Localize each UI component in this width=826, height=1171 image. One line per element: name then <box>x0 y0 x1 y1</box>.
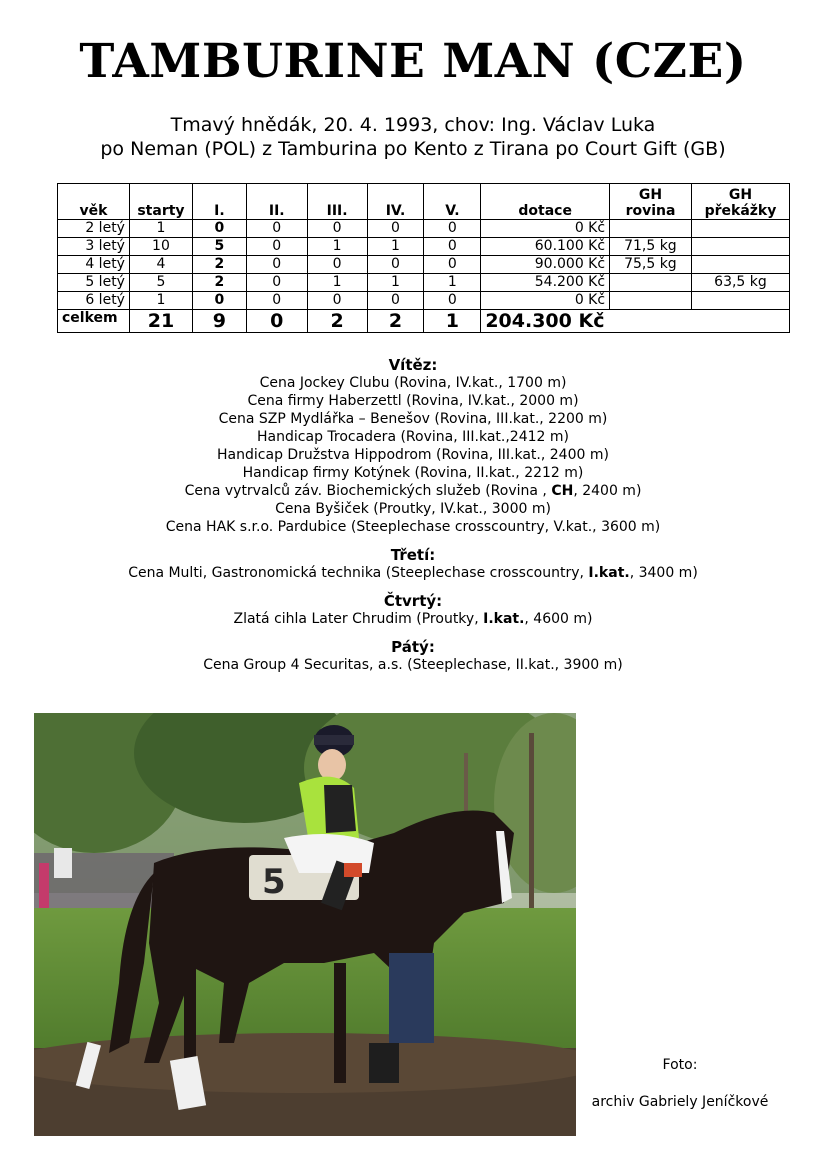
horse-photo <box>34 713 576 1136</box>
fifth-heading: Pátý: <box>391 638 435 656</box>
cell-gh-prekazky <box>691 238 789 256</box>
cell-place-5: 1 <box>424 274 481 292</box>
table-row <box>58 256 790 274</box>
fourth-race-bold: I.kat. <box>483 611 525 627</box>
cell-vek: 3 letý <box>58 238 130 256</box>
cell-gh-rovina <box>610 220 692 238</box>
cell-place-1: 0 <box>192 292 246 310</box>
cell-vek: 4 letý <box>58 256 130 274</box>
third-race-post: , 3400 m) <box>629 565 698 581</box>
cell-vek: 2 letý <box>58 220 130 238</box>
cell-gh-rovina <box>610 274 692 292</box>
header-place-4: IV. <box>367 184 424 220</box>
header-gh-rovina <box>610 184 692 220</box>
cell-gh-rovina: 75,5 kg <box>610 256 692 274</box>
table-total-row <box>58 310 790 333</box>
cell-place-4: 1 <box>367 238 424 256</box>
header-place-2: II. <box>246 184 307 220</box>
cell-place-2: 0 <box>246 292 307 310</box>
header-gh-rovina-bottom: rovina <box>625 203 676 219</box>
table-row <box>58 238 790 256</box>
cell-place-5: 0 <box>424 256 481 274</box>
winner-race-ch-pre: Cena vytrvalců záv. Biochemických služeb (Rovina , <box>184 483 552 499</box>
cell-place-4: 0 <box>367 292 424 310</box>
cell-place-1: 0 <box>192 220 246 238</box>
race-statistics-table <box>57 183 790 333</box>
cell-gh-prekazky: 63,5 kg <box>691 274 789 292</box>
cell-place-2: 0 <box>246 238 307 256</box>
cell-place-1: 2 <box>192 256 246 274</box>
photo-credit: archiv Gabriely Jeníčkové <box>591 1094 769 1110</box>
header-starty: starty <box>129 184 192 220</box>
table-row <box>58 274 790 292</box>
cell-starty: 4 <box>129 256 192 274</box>
table-row <box>58 220 790 238</box>
winner-race: Cena Byšiček (Proutky, IV.kat., 3000 m) <box>275 501 551 517</box>
header-gh-prekazky-bottom: překážky <box>704 203 777 219</box>
header-vek: věk <box>58 184 130 220</box>
header-dotace: dotace <box>481 184 610 220</box>
total-place-3: 2 <box>307 310 367 333</box>
cell-starty: 5 <box>129 274 192 292</box>
total-place-4: 2 <box>367 310 424 333</box>
winner-race-ch-post: , 2400 m) <box>573 483 642 499</box>
winner-race-ch-bold: CH <box>551 483 574 499</box>
winner-race: Cena SZP Mydlářka – Benešov (Rovina, III.kat., 2200 m) <box>218 411 608 427</box>
winner-race: Cena firmy Haberzettl (Rovina, IV.kat., 2000 m) <box>247 393 579 409</box>
page-title: TAMBURINE MAN (CZE) <box>79 34 747 89</box>
cell-dotace: 0 Kč <box>481 292 610 310</box>
cell-place-1: 2 <box>192 274 246 292</box>
cell-gh-rovina: 71,5 kg <box>610 238 692 256</box>
winner-race: Cena Jockey Clubu (Rovina, IV.kat., 1700 m) <box>259 375 567 391</box>
cell-place-3: 1 <box>307 274 367 292</box>
cell-place-2: 0 <box>246 256 307 274</box>
fifth-race: Cena Group 4 Securitas, a.s. (Steeplechase, II.kat., 3900 m) <box>203 657 623 673</box>
horse-description: Tmavý hnědák, 20. 4. 1993, chov: Ing. Václav Luka <box>170 114 656 136</box>
cell-place-2: 0 <box>246 220 307 238</box>
winner-race: Handicap firmy Kotýnek (Rovina, II.kat., 2212 m) <box>242 465 584 481</box>
winner-race-ch <box>0 482 826 500</box>
cell-place-1: 5 <box>192 238 246 256</box>
cell-dotace: 0 Kč <box>481 220 610 238</box>
saddle-number: 5 <box>262 862 286 902</box>
table-row <box>58 292 790 310</box>
cell-dotace: 54.200 Kč <box>481 274 610 292</box>
header-place-1: I. <box>192 184 246 220</box>
third-race <box>0 564 826 582</box>
cell-dotace: 60.100 Kč <box>481 238 610 256</box>
third-heading: Třetí: <box>390 546 436 564</box>
total-label: celkem <box>58 310 130 333</box>
cell-dotace: 90.000 Kč <box>481 256 610 274</box>
cell-gh-prekazky <box>691 292 789 310</box>
cell-place-3: 1 <box>307 238 367 256</box>
cell-gh-prekazky <box>691 220 789 238</box>
winner-race: Handicap Družstva Hippodrom (Rovina, III.kat., 2400 m) <box>217 447 609 463</box>
photo-label: Foto: <box>662 1057 698 1073</box>
winner-race: Cena HAK s.r.o. Pardubice (Steeplechase crosscountry, V.kat., 3600 m) <box>165 519 661 535</box>
cell-starty: 10 <box>129 238 192 256</box>
cell-place-3: 0 <box>307 292 367 310</box>
cell-vek: 6 letý <box>58 292 130 310</box>
cell-place-2: 0 <box>246 274 307 292</box>
cell-place-4: 0 <box>367 256 424 274</box>
total-place-1: 9 <box>192 310 246 333</box>
results-section <box>0 356 826 674</box>
header-gh-prekazky-top: GH <box>728 187 753 203</box>
cell-place-4: 0 <box>367 220 424 238</box>
total-starty: 21 <box>129 310 192 333</box>
header-gh-rovina-top: GH <box>638 187 663 203</box>
total-place-5: 1 <box>424 310 481 333</box>
cell-place-5: 0 <box>424 220 481 238</box>
winner-heading: Vítěz: <box>388 356 438 374</box>
third-race-bold: I.kat. <box>588 565 630 581</box>
fourth-race-post: , 4600 m) <box>524 611 593 627</box>
winner-race: Handicap Trocadera (Rovina, III.kat.,2412 m) <box>257 429 569 445</box>
fourth-heading: Čtvrtý: <box>383 592 443 610</box>
table-header-row <box>58 184 790 220</box>
header-place-3: III. <box>307 184 367 220</box>
cell-place-5: 0 <box>424 292 481 310</box>
cell-place-4: 1 <box>367 274 424 292</box>
cell-place-3: 0 <box>307 220 367 238</box>
total-place-2: 0 <box>246 310 307 333</box>
total-dotace: 204.300 Kč <box>481 310 790 333</box>
cell-vek: 5 letý <box>58 274 130 292</box>
fourth-race-pre: Zlatá cihla Later Chrudim (Proutky, <box>233 611 484 627</box>
cell-place-5: 0 <box>424 238 481 256</box>
header-gh-prekazky <box>691 184 789 220</box>
cell-starty: 1 <box>129 292 192 310</box>
cell-gh-prekazky <box>691 256 789 274</box>
cell-starty: 1 <box>129 220 192 238</box>
third-race-pre: Cena Multi, Gastronomická technika (Steeplechase crosscountry, <box>128 565 589 581</box>
header-place-5: V. <box>424 184 481 220</box>
fourth-race <box>0 610 826 628</box>
cell-gh-rovina <box>610 292 692 310</box>
cell-place-3: 0 <box>307 256 367 274</box>
pedigree-line: po Neman (POL) z Tamburina po Kento z Tirana po Court Gift (GB) <box>100 138 726 160</box>
